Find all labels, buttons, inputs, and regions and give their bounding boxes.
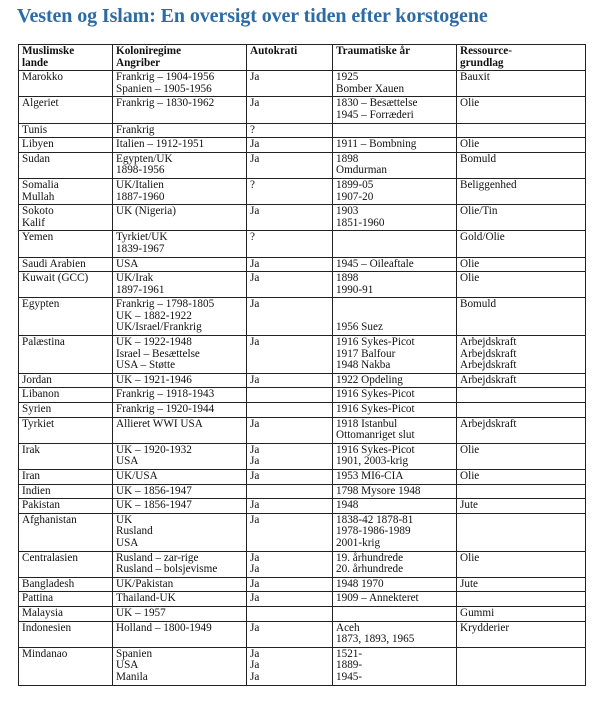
cell-colonial-regime: Egypten/UK 1898-1956	[113, 152, 247, 178]
cell-resource: Olie/Tin	[457, 205, 586, 231]
cell-traumatic-years: 1911 – Bombning	[333, 138, 457, 153]
cell-colonial-regime: UK/Italien 1887-1960	[113, 178, 247, 204]
table-row	[19, 403, 586, 418]
cell-colonial-regime: Frankrig – 1798-1805 UK – 1882-1922 UK/Israel/Frankrig	[113, 298, 247, 336]
table-body	[19, 71, 586, 685]
cell-country: Libyen	[19, 138, 113, 153]
table-row	[19, 205, 586, 231]
table-row	[19, 577, 586, 592]
cell-colonial-regime: Spanien USA Manila	[113, 647, 247, 685]
cell-resource: Olie	[457, 97, 586, 123]
cell-country: Algeriet	[19, 97, 113, 123]
cell-country: Afghanistan	[19, 513, 113, 551]
column-header-autocracy: Autokrati	[247, 45, 333, 71]
cell-autocracy: Ja	[247, 336, 333, 374]
cell-traumatic-years: 1948	[333, 499, 457, 514]
cell-autocracy: Ja	[247, 417, 333, 443]
cell-colonial-regime: UK (Nigeria)	[113, 205, 247, 231]
cell-resource	[457, 647, 586, 685]
cell-resource	[457, 123, 586, 138]
cell-autocracy: Ja	[247, 272, 333, 298]
cell-colonial-regime: Thailand-UK	[113, 592, 247, 607]
cell-traumatic-years	[333, 123, 457, 138]
cell-country: Tyrkiet	[19, 417, 113, 443]
table-row	[19, 336, 586, 374]
cell-country: Yemen	[19, 231, 113, 257]
cell-country: Indien	[19, 484, 113, 499]
cell-country: Irak	[19, 443, 113, 469]
table-row	[19, 647, 586, 685]
cell-resource: Bomuld	[457, 152, 586, 178]
table-row	[19, 152, 586, 178]
cell-traumatic-years: 1798 Mysore 1948	[333, 484, 457, 499]
table-row	[19, 257, 586, 272]
overview-table	[18, 44, 586, 686]
cell-colonial-regime: UK – 1856-1947	[113, 484, 247, 499]
cell-colonial-regime: USA	[113, 257, 247, 272]
cell-autocracy: Ja	[247, 257, 333, 272]
cell-country: Marokko	[19, 71, 113, 97]
cell-traumatic-years	[333, 606, 457, 621]
cell-traumatic-years: 1903 1851-1960	[333, 205, 457, 231]
cell-country: Sokoto Kalif	[19, 205, 113, 231]
table-row	[19, 499, 586, 514]
column-header-traumatic-years: Traumatiske år	[333, 45, 457, 71]
cell-colonial-regime: UK – 1957	[113, 606, 247, 621]
cell-country: Malaysia	[19, 606, 113, 621]
table-row	[19, 123, 586, 138]
cell-autocracy: Ja	[247, 298, 333, 336]
cell-country: Sudan	[19, 152, 113, 178]
page-title: Vesten og Islam: En oversigt over tiden efter korstogene	[17, 5, 488, 27]
cell-resource	[457, 388, 586, 403]
cell-traumatic-years: 1838-42 1878-81 1978-1986-1989 2001-krig	[333, 513, 457, 551]
table-row	[19, 621, 586, 647]
cell-traumatic-years: 1916 Sykes-Picot 1917 Balfour 1948 Nakba	[333, 336, 457, 374]
cell-autocracy	[247, 484, 333, 499]
cell-traumatic-years: 1922 Opdeling	[333, 373, 457, 388]
cell-traumatic-years: 1953 MI6-CIA	[333, 470, 457, 485]
cell-country: Iran	[19, 470, 113, 485]
cell-autocracy: Ja	[247, 71, 333, 97]
cell-resource	[457, 592, 586, 607]
cell-colonial-regime: Frankrig – 1918-1943	[113, 388, 247, 403]
cell-traumatic-years: 19. århundrede 20. århundrede	[333, 551, 457, 577]
cell-autocracy: Ja	[247, 97, 333, 123]
cell-colonial-regime: Rusland – zar-rige Rusland – bolsjevisme	[113, 551, 247, 577]
table-row	[19, 417, 586, 443]
cell-autocracy: Ja	[247, 470, 333, 485]
cell-traumatic-years: 1909 – Annekteret	[333, 592, 457, 607]
cell-resource: Arbejdskraft	[457, 373, 586, 388]
cell-traumatic-years: 1948 1970	[333, 577, 457, 592]
cell-colonial-regime: Allieret WWI USA	[113, 417, 247, 443]
cell-traumatic-years: 1925 Bomber Xauen	[333, 71, 457, 97]
cell-colonial-regime: UK – 1856-1947	[113, 499, 247, 514]
cell-colonial-regime: Frankrig	[113, 123, 247, 138]
table-row	[19, 231, 586, 257]
cell-traumatic-years: 1945 – Oileaftale	[333, 257, 457, 272]
cell-resource: Jute	[457, 499, 586, 514]
cell-autocracy: Ja Ja	[247, 551, 333, 577]
cell-traumatic-years: 1521- 1889- 1945-	[333, 647, 457, 685]
table-row	[19, 470, 586, 485]
table-row	[19, 551, 586, 577]
cell-country: Tunis	[19, 123, 113, 138]
cell-country: Jordan	[19, 373, 113, 388]
table-row	[19, 178, 586, 204]
cell-autocracy	[247, 403, 333, 418]
cell-colonial-regime: Frankrig – 1920-1944	[113, 403, 247, 418]
cell-traumatic-years: 1916 Sykes-Picot	[333, 388, 457, 403]
column-header-country: Muslimske lande	[19, 45, 113, 71]
table-row	[19, 272, 586, 298]
cell-autocracy	[247, 606, 333, 621]
cell-autocracy	[247, 388, 333, 403]
cell-autocracy: Ja	[247, 152, 333, 178]
cell-resource	[457, 484, 586, 499]
table-row	[19, 513, 586, 551]
cell-country: Kuwait (GCC)	[19, 272, 113, 298]
cell-country: Egypten	[19, 298, 113, 336]
table-row	[19, 606, 586, 621]
cell-colonial-regime: UK – 1920-1932 USA	[113, 443, 247, 469]
cell-resource: Bauxit	[457, 71, 586, 97]
cell-colonial-regime: Italien – 1912-1951	[113, 138, 247, 153]
cell-resource: Beliggenhed	[457, 178, 586, 204]
table-row	[19, 71, 586, 97]
table-row	[19, 388, 586, 403]
cell-country: Syrien	[19, 403, 113, 418]
cell-colonial-regime: UK/Pakistan	[113, 577, 247, 592]
cell-country: Somalia Mullah	[19, 178, 113, 204]
cell-resource: Olie	[457, 470, 586, 485]
cell-country: Mindanao	[19, 647, 113, 685]
cell-autocracy: Ja	[247, 373, 333, 388]
cell-traumatic-years: 1830 – Besættelse 1945 – Forræderi	[333, 97, 457, 123]
cell-traumatic-years: 1898 1990-91	[333, 272, 457, 298]
table-row	[19, 373, 586, 388]
cell-resource: Gummi	[457, 606, 586, 621]
cell-colonial-regime: UK/USA	[113, 470, 247, 485]
cell-autocracy: ?	[247, 178, 333, 204]
header-row	[19, 45, 586, 71]
column-header-resource: Ressource- grundlag	[457, 45, 586, 71]
table-row	[19, 484, 586, 499]
cell-traumatic-years: 1956 Suez	[333, 298, 457, 336]
cell-country: Saudi Arabien	[19, 257, 113, 272]
cell-traumatic-years: 1918 Istanbul Ottomanriget slut	[333, 417, 457, 443]
cell-autocracy: Ja	[247, 621, 333, 647]
cell-colonial-regime: UK – 1922-1948 Israel – Besættelse USA – Støtte	[113, 336, 247, 374]
cell-country: Centralasien	[19, 551, 113, 577]
cell-country: Bangladesh	[19, 577, 113, 592]
cell-country: Pattina	[19, 592, 113, 607]
cell-colonial-regime: UK/Irak 1897-1961	[113, 272, 247, 298]
cell-traumatic-years: 1898 Omdurman	[333, 152, 457, 178]
table-header	[19, 45, 586, 71]
cell-colonial-regime: Frankrig – 1830-1962	[113, 97, 247, 123]
cell-resource: Arbejdskraft	[457, 417, 586, 443]
cell-traumatic-years: Aceh 1873, 1893, 1965	[333, 621, 457, 647]
cell-country: Palæstina	[19, 336, 113, 374]
cell-resource: Olie	[457, 138, 586, 153]
cell-resource: Krydderier	[457, 621, 586, 647]
table-row	[19, 97, 586, 123]
cell-colonial-regime: UK – 1921-1946	[113, 373, 247, 388]
cell-autocracy: Ja Ja	[247, 443, 333, 469]
cell-colonial-regime: Frankrig – 1904-1956 Spanien – 1905-1956	[113, 71, 247, 97]
cell-autocracy: Ja Ja Ja	[247, 647, 333, 685]
column-header-colonial-regime: Koloniregime Angriber	[113, 45, 247, 71]
cell-autocracy: Ja	[247, 205, 333, 231]
cell-resource: Olie	[457, 443, 586, 469]
cell-autocracy: Ja	[247, 499, 333, 514]
cell-autocracy: Ja	[247, 513, 333, 551]
table-row	[19, 298, 586, 336]
cell-colonial-regime: Holland – 1800-1949	[113, 621, 247, 647]
cell-resource: Jute	[457, 577, 586, 592]
cell-resource	[457, 513, 586, 551]
table-row	[19, 138, 586, 153]
cell-autocracy: ?	[247, 123, 333, 138]
cell-traumatic-years	[333, 231, 457, 257]
cell-autocracy: Ja	[247, 592, 333, 607]
cell-resource: Olie	[457, 551, 586, 577]
cell-resource	[457, 403, 586, 418]
table-row	[19, 443, 586, 469]
cell-country: Libanon	[19, 388, 113, 403]
cell-autocracy: Ja	[247, 138, 333, 153]
cell-traumatic-years: 1916 Sykes-Picot 1901, 2003-krig	[333, 443, 457, 469]
cell-traumatic-years: 1916 Sykes-Picot	[333, 403, 457, 418]
cell-resource: Olie	[457, 272, 586, 298]
cell-colonial-regime: Tyrkiet/UK 1839-1967	[113, 231, 247, 257]
cell-country: Pakistan	[19, 499, 113, 514]
cell-traumatic-years: 1899-05 1907-20	[333, 178, 457, 204]
cell-colonial-regime: UK Rusland USA	[113, 513, 247, 551]
cell-autocracy: Ja	[247, 577, 333, 592]
cell-resource: Olie	[457, 257, 586, 272]
cell-resource: Arbejdskraft Arbejdskraft Arbejdskraft	[457, 336, 586, 374]
table-row	[19, 592, 586, 607]
cell-autocracy: ?	[247, 231, 333, 257]
cell-resource: Gold/Olie	[457, 231, 586, 257]
cell-country: Indonesien	[19, 621, 113, 647]
cell-resource: Bomuld	[457, 298, 586, 336]
